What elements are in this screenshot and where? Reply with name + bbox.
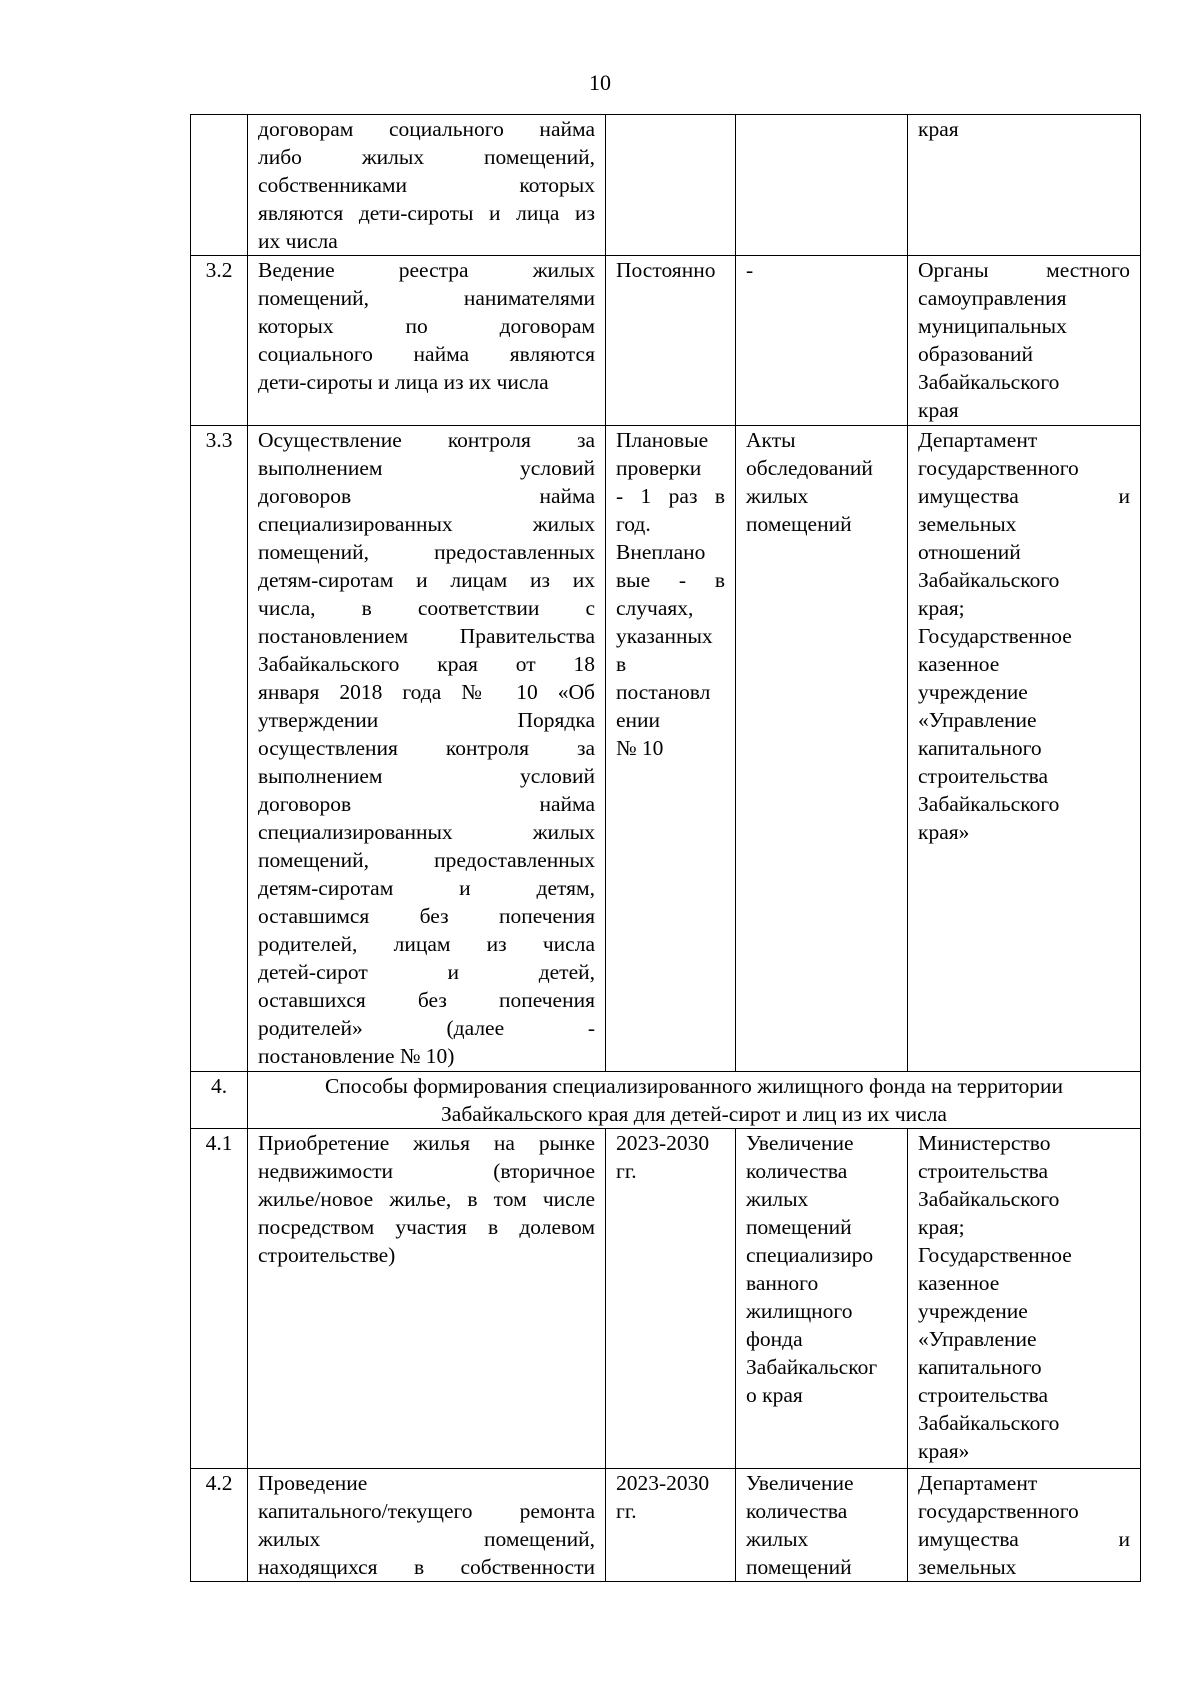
table-row xyxy=(191,1129,1141,1469)
text-line: строительстве) xyxy=(258,1243,396,1267)
table-row xyxy=(191,115,1141,256)
text-line: числа, в соответствии с xyxy=(258,596,595,620)
text-line: Государственное xyxy=(918,624,1072,648)
text-line: постановление № 10) xyxy=(258,1044,455,1068)
activity-cell xyxy=(248,426,606,1072)
section-number: 4. xyxy=(191,1072,248,1129)
text-line: обследований xyxy=(746,456,873,480)
text-line: Департамент xyxy=(918,428,1038,452)
text-line: посредством участия в долевом xyxy=(258,1215,595,1239)
text-line: 2023-2030 xyxy=(616,1471,710,1495)
text-line: Проведение xyxy=(258,1471,368,1495)
text-line: Постоянно xyxy=(616,258,716,282)
text-line: помещений xyxy=(746,512,852,536)
text-line: государственного xyxy=(918,1499,1079,1523)
text-line: недвижимости (вторичное xyxy=(258,1159,595,1183)
text-line: оставшихся без попечения xyxy=(258,988,595,1012)
text-line: Осуществление контроля за xyxy=(258,428,595,452)
text-line: осуществления контроля за xyxy=(258,736,595,760)
text-line: 2023-2030 xyxy=(616,1131,710,1155)
text-line: Забайкальского xyxy=(918,1411,1060,1435)
text-line: имущества и xyxy=(918,1527,1130,1551)
text-line: случаях, xyxy=(616,596,694,620)
text-line: детям-сиротам и лицам из их xyxy=(258,568,595,592)
text-line: гг. xyxy=(616,1159,637,1183)
result-cell xyxy=(736,115,908,256)
text-line: их числа xyxy=(258,229,338,253)
text-line: края; xyxy=(918,1215,965,1239)
section-title: Способы формирования специализированного жилищного фонда на территории Забайкальского края для детей-сирот и лиц из их числа xyxy=(248,1072,1141,1129)
text-line: проверки xyxy=(616,456,702,480)
text-line: являются дети-сироты и лица из xyxy=(258,201,595,225)
document-table xyxy=(190,114,1141,1582)
table-row xyxy=(191,1469,1141,1582)
text-line: ении xyxy=(616,708,661,732)
text-line: «Управление xyxy=(918,1327,1037,1351)
activity-cell xyxy=(248,256,606,426)
text-line: жилых xyxy=(746,484,809,508)
activity-cell xyxy=(248,115,606,256)
table-row xyxy=(191,256,1141,426)
text-line: договорам социального найма xyxy=(258,117,595,141)
text-line: постановлением Правительства xyxy=(258,624,595,648)
text-line: - 1 раз в xyxy=(616,484,725,508)
text-line: № 10 xyxy=(616,736,664,760)
text-line: строительства xyxy=(918,1159,1049,1183)
text-line: капитального xyxy=(918,1355,1042,1379)
text-line: Приобретение жилья на рынке xyxy=(258,1131,595,1155)
period-cell xyxy=(606,426,736,1072)
text-line: либо жилых помещений, xyxy=(258,145,595,169)
text-line: Департамент xyxy=(918,1471,1038,1495)
section-row xyxy=(191,1072,1141,1129)
responsible-cell xyxy=(908,1469,1141,1582)
text-line: имущества и xyxy=(918,484,1130,508)
text-line: Забайкальского xyxy=(918,792,1060,816)
text-line: Забайкальского xyxy=(918,568,1060,592)
text-line: жилых помещений, xyxy=(258,1527,595,1551)
row-number: 3.3 xyxy=(191,426,248,1072)
text-line: земельных xyxy=(918,512,1017,536)
responsible-cell xyxy=(908,256,1141,426)
text-line: капитального/текущего ремонта xyxy=(258,1499,595,1523)
text-line: договоров найма xyxy=(258,792,595,816)
text-line: учреждение xyxy=(918,1299,1028,1323)
text-line: Плановые xyxy=(616,428,709,452)
text-line: края xyxy=(918,398,959,422)
row-number: 4.2 xyxy=(191,1469,248,1582)
result-cell xyxy=(736,1469,908,1582)
activity-cell xyxy=(248,1129,606,1469)
text-line: социального найма являются xyxy=(258,342,595,366)
text-line: образований xyxy=(918,342,1034,366)
responsible-cell xyxy=(908,115,1141,256)
text-line: количества xyxy=(746,1499,848,1523)
text-line: Ведение реестра жилых xyxy=(258,258,595,282)
text-line: жилых xyxy=(746,1187,809,1211)
result-cell xyxy=(736,1129,908,1469)
period-cell xyxy=(606,1129,736,1469)
text-line: Акты xyxy=(746,428,796,452)
text-line: помещений, нанимателями xyxy=(258,286,595,310)
text-line: Увеличение xyxy=(746,1471,854,1495)
text-line: родителей» (далее - xyxy=(258,1016,595,1040)
text-line: Забайкальского xyxy=(918,370,1060,394)
page-number: 10 xyxy=(589,70,611,95)
text-line: края xyxy=(918,117,959,141)
text-line: жилищного xyxy=(746,1299,853,1323)
text-line: детей-сирот и детей, xyxy=(258,960,595,984)
text-line: отношений xyxy=(918,540,1021,564)
text-line: специализиро xyxy=(746,1243,874,1267)
text-line: государственного xyxy=(918,456,1079,480)
text-line: края» xyxy=(918,1439,970,1463)
text-line: детям-сиротам и детям, xyxy=(258,876,595,900)
text-line: собственниками которых xyxy=(258,173,595,197)
text-line: казенное xyxy=(918,1271,1000,1295)
text-line: «Управление xyxy=(918,708,1037,732)
text-line: Увеличение xyxy=(746,1131,854,1155)
text-line: гг. xyxy=(616,1499,637,1523)
text-line: год. xyxy=(616,512,651,536)
text-line: муниципальных xyxy=(918,314,1067,338)
text-line: строительства xyxy=(918,1383,1049,1407)
text-line: Государственное xyxy=(918,1243,1072,1267)
row-number: 3.2 xyxy=(191,256,248,426)
result-cell xyxy=(736,426,908,1072)
text-line: выполнением условий xyxy=(258,764,595,788)
text-line: находящихся в собственности xyxy=(258,1555,595,1579)
text-line: в xyxy=(616,652,627,676)
text-line: постановл xyxy=(616,680,711,704)
text-line: Забайкальског xyxy=(746,1355,878,1379)
text-line: жилье/новое жилье, в том числе xyxy=(258,1187,595,1211)
text-line: Забайкальского края от 18 xyxy=(258,652,595,676)
period-cell xyxy=(606,256,736,426)
text-line: помещений, предоставленных xyxy=(258,540,595,564)
text-line: помещений xyxy=(746,1555,852,1579)
text-line: самоуправления xyxy=(918,286,1067,310)
text-line: Органы местного xyxy=(918,258,1130,282)
text-line: специализированных жилых xyxy=(258,512,595,536)
text-line: строительства xyxy=(918,764,1049,788)
text-line: земельных xyxy=(918,1555,1017,1579)
text-line: дети-сироты и лица из их числа xyxy=(258,370,549,394)
text-line: родителей, лицам из числа xyxy=(258,932,595,956)
text-line: Министерство xyxy=(918,1131,1051,1155)
text-line: помещений, предоставленных xyxy=(258,848,595,872)
text-line: капитального xyxy=(918,736,1042,760)
text-line: фонда xyxy=(746,1327,803,1351)
text-line: выполнением условий xyxy=(258,456,595,480)
activity-cell xyxy=(248,1469,606,1582)
text-line: января 2018 года № 10 «Об xyxy=(258,680,595,704)
row-number: 4.1 xyxy=(191,1129,248,1469)
text-line: - xyxy=(746,258,754,282)
text-line: края» xyxy=(918,820,970,844)
responsible-cell xyxy=(908,426,1141,1072)
text-line: ванного xyxy=(746,1271,819,1295)
text-line: жилых xyxy=(746,1527,809,1551)
text-line: утверждении Порядка xyxy=(258,708,595,732)
text-line: помещений xyxy=(746,1215,852,1239)
responsible-cell xyxy=(908,1129,1141,1469)
text-line: вые - в xyxy=(616,568,725,592)
text-line: которых по договорам xyxy=(258,314,595,338)
text-line: специализированных жилых xyxy=(258,820,595,844)
text-line: казенное xyxy=(918,652,1000,676)
text-line: договоров найма xyxy=(258,484,595,508)
text-line: учреждение xyxy=(918,680,1028,704)
text-line: количества xyxy=(746,1159,848,1183)
period-cell xyxy=(606,1469,736,1582)
text-line: оставшимся без попечения xyxy=(258,904,595,928)
text-line: Внеплано xyxy=(616,540,706,564)
row-number xyxy=(191,115,248,256)
period-cell xyxy=(606,115,736,256)
table-row xyxy=(191,426,1141,1072)
text-line: края; xyxy=(918,596,965,620)
result-cell xyxy=(736,256,908,426)
text-line: о края xyxy=(746,1383,803,1407)
text-line: указанных xyxy=(616,624,713,648)
text-line: Забайкальского xyxy=(918,1187,1060,1211)
